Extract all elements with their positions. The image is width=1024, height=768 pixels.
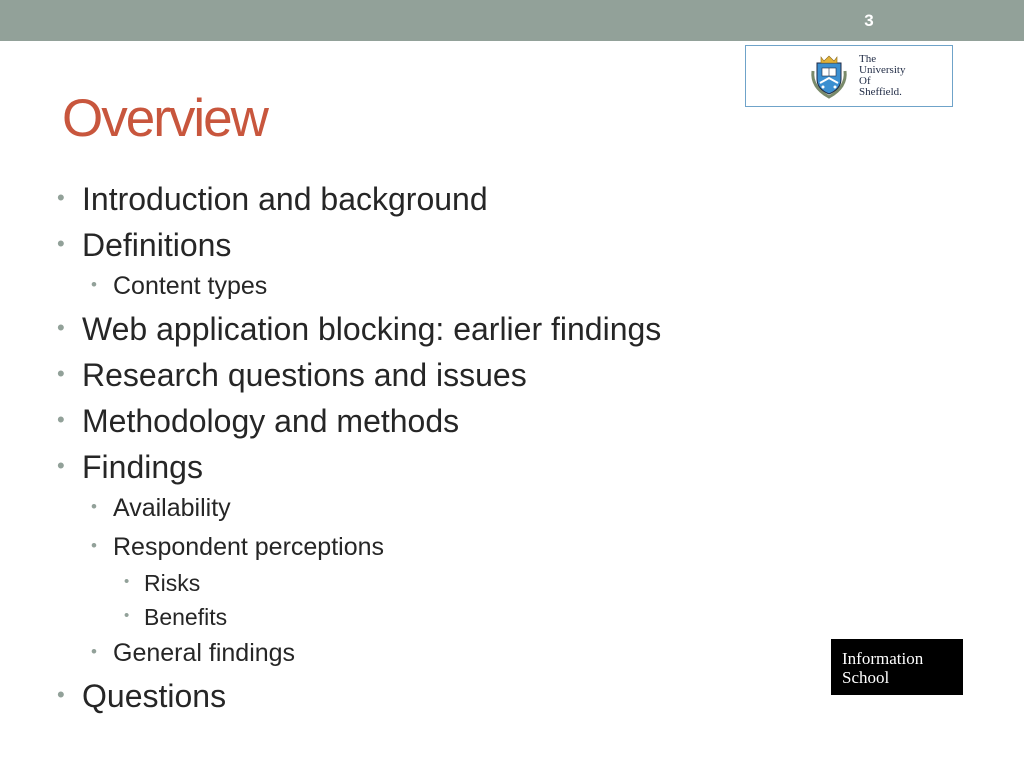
bullet-item <box>57 357 527 394</box>
bullet-dot-icon: • <box>57 453 65 478</box>
logo-line: University <box>859 64 906 76</box>
bullet-item <box>57 449 203 486</box>
bullet-dot-icon: • <box>91 275 97 294</box>
bullet-item <box>57 311 662 348</box>
logo-text <box>859 54 905 98</box>
bullet-item <box>57 181 488 218</box>
logo-line: Sheffield. <box>859 86 902 98</box>
bullet-text: Content types <box>113 272 268 300</box>
bullet-item <box>91 639 296 668</box>
bullet-dot-icon: • <box>124 607 130 624</box>
bullet-dot-icon: • <box>57 407 65 432</box>
bullet-text: Web application blocking: earlier findings <box>82 311 662 347</box>
bullet-text: Findings <box>82 449 203 485</box>
bullet-dot-icon: • <box>57 315 65 340</box>
bullet-item <box>91 533 385 562</box>
bullet-item <box>124 604 228 631</box>
bullet-text: General findings <box>113 639 296 667</box>
bullet-item <box>57 403 460 440</box>
bullet-item <box>124 570 201 597</box>
information-school-logo <box>831 639 963 695</box>
bullet-item <box>91 494 231 523</box>
bullet-text: Benefits <box>144 604 228 630</box>
top-bar <box>0 0 1024 41</box>
info-school-line: Information <box>842 649 924 668</box>
info-school-line: School <box>842 668 890 687</box>
bullet-text: Methodology and methods <box>82 403 460 439</box>
bullet-text: Risks <box>144 570 201 596</box>
bullet-dot-icon: • <box>91 497 97 516</box>
bullet-text: Respondent perceptions <box>113 533 385 561</box>
bullet-dot-icon: • <box>91 536 97 555</box>
bullet-item <box>91 272 268 301</box>
bullet-text: Questions <box>82 678 227 714</box>
bullet-text: Introduction and background <box>82 181 488 217</box>
slide-number: 3 <box>864 11 874 30</box>
university-crest-icon <box>808 53 850 99</box>
bullet-dot-icon: • <box>57 682 65 707</box>
bullet-dot-icon: • <box>57 361 65 386</box>
bullet-text: Research questions and issues <box>82 357 527 393</box>
university-logo <box>745 45 953 107</box>
bullet-text: Availability <box>113 494 231 522</box>
logo-line: Of <box>859 75 871 87</box>
logo-line: The <box>859 53 877 65</box>
bullet-item <box>57 678 227 715</box>
bullet-dot-icon: • <box>124 573 130 590</box>
bullet-dot-icon: • <box>57 231 65 256</box>
bullet-dot-icon: • <box>91 642 97 661</box>
slide-title: Overview <box>62 89 267 148</box>
bullet-item <box>57 227 232 264</box>
bullet-dot-icon: • <box>57 185 65 210</box>
bullet-text: Definitions <box>82 227 232 263</box>
